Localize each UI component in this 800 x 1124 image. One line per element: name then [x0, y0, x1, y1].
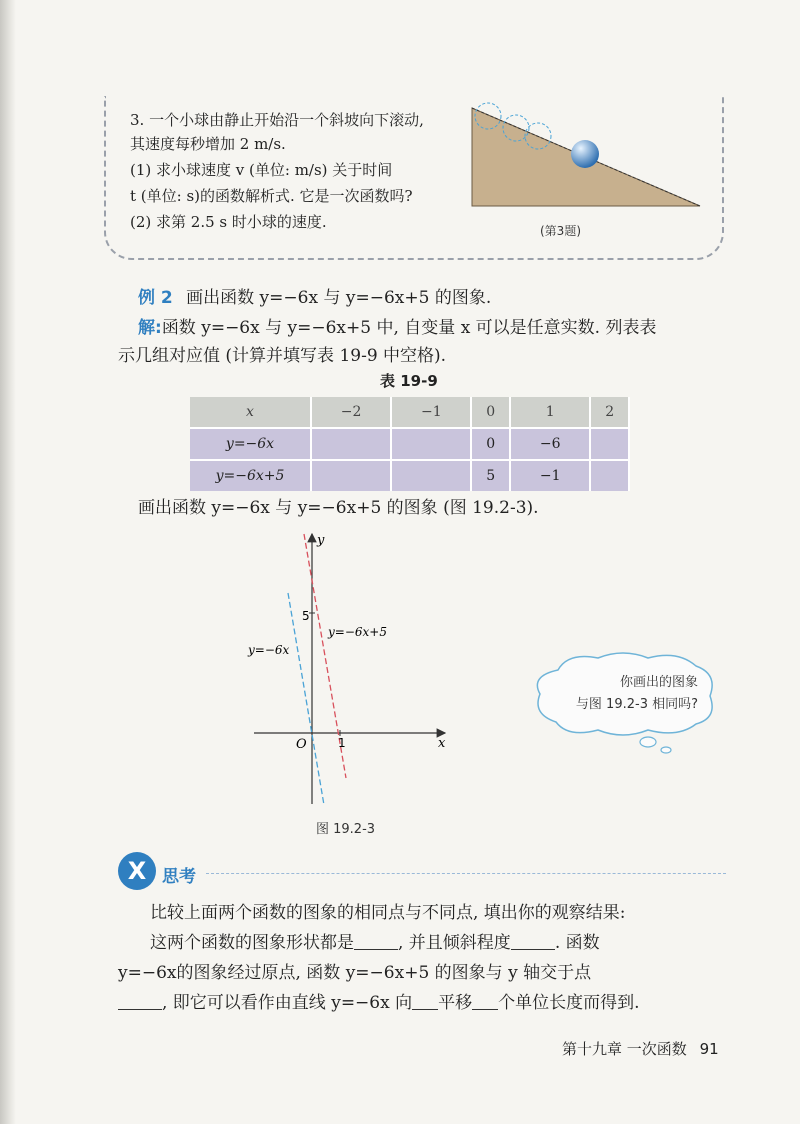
think-icon: X [118, 852, 156, 890]
y-axis-label: y [317, 533, 325, 548]
think-text: 平移 [438, 993, 473, 1013]
solution-line-2: 示几组对应值 (计算并填写表 19-9 中空格). [118, 346, 447, 366]
table-cell [391, 428, 471, 460]
solution-text-1: 函数 y=−6x 与 y=−6x+5 中, 自变量 x 可以是任意实数. 列表表 [161, 318, 657, 338]
think-paragraph-4 [118, 988, 718, 1018]
think-divider [206, 873, 726, 874]
table-header-cell: 0 [471, 397, 510, 428]
think-text: 个单位长度而得到. [498, 993, 640, 1013]
x-tick-label: 1 [338, 736, 346, 750]
function-graph [240, 528, 460, 813]
exercise-3-line1: 3. 一个小球由静止开始沿一个斜坡向下滚动, [130, 111, 424, 129]
answer-blank-5[interactable] [472, 991, 498, 1010]
example-2-statement [138, 284, 491, 312]
table-title: 表 19-9 [380, 372, 438, 390]
table-cell [311, 460, 391, 491]
think-paragraph-2 [150, 928, 750, 958]
think-paragraph-1: 比较上面两个函数的图象的相同点与不同点, 填出你的观察结果: [150, 903, 626, 923]
table-header-cell: −2 [311, 397, 391, 428]
table-header-row [190, 397, 629, 428]
origin-label: O [296, 737, 307, 752]
page-footer [562, 1038, 719, 1059]
answer-blank-4[interactable] [412, 991, 438, 1010]
chapter-title: 第十九章 一次函数 [562, 1040, 687, 1058]
table-row-label: y=−6x [190, 428, 311, 460]
example-text: 画出函数 y=−6x 与 y=−6x+5 的图象. [186, 288, 492, 308]
solution-label: 解: [138, 318, 162, 338]
think-paragraph-3: y=−6x的图象经过原点, 函数 y=−6x+5 的图象与 y 轴交于点 [118, 963, 592, 983]
exercise-3-line4: t (单位: s)的函数解析式. 它是一次函数吗? [130, 187, 413, 205]
exercise-3-line3: (1) 求小球速度 v (单位: m/s) 关于时间 [130, 161, 393, 179]
table-cell [590, 428, 629, 460]
book-spine-shadow [0, 0, 16, 1124]
table-19-9 [190, 397, 630, 491]
table-header-cell: 2 [590, 397, 629, 428]
table-header-cell: 1 [510, 397, 590, 428]
figure-3-caption: (第3题) [540, 224, 581, 238]
answer-blank-3[interactable] [118, 991, 162, 1010]
table-cell: 0 [471, 428, 510, 460]
think-text: . 函数 [554, 933, 600, 953]
table-cell: −6 [510, 428, 590, 460]
answer-blank-1[interactable] [354, 931, 398, 950]
table-cell [311, 428, 391, 460]
think-text: 这两个函数的图象形状都是 [150, 933, 354, 953]
answer-blank-2[interactable] [511, 931, 555, 950]
think-title: 思考 [162, 867, 196, 887]
exercise-3-line5: (2) 求第 2.5 s 时小球的速度. [130, 213, 327, 231]
page-number: 91 [699, 1040, 719, 1058]
cloud-line-1: 你画出的图象 [619, 675, 698, 690]
line-y-neg6x [288, 593, 324, 805]
y-tick-label: 5 [302, 609, 310, 623]
cloud-text [556, 672, 698, 716]
table-header-label: x [190, 397, 311, 428]
solution-line-1 [138, 314, 657, 342]
example-label: 例 2 [138, 288, 173, 308]
think-text: , 并且倾斜程度 [398, 933, 511, 953]
x-axis-label: x [438, 736, 446, 751]
line-2-label: y=−6x+5 [328, 625, 387, 639]
table-row [190, 428, 629, 460]
graph-caption: 图 19.2-3 [316, 822, 376, 837]
table-row [190, 460, 629, 491]
cloud-line-2: 与图 19.2-3 相同吗? [575, 697, 698, 712]
table-cell: −1 [510, 460, 590, 491]
exercise-3-line2: 其速度每秒增加 2 m/s. [130, 135, 286, 153]
line-1-label: y=−6x [248, 643, 290, 657]
graph-intro: 画出函数 y=−6x 与 y=−6x+5 的图象 (图 19.2-3). [138, 498, 539, 518]
slope-ball-figure [468, 102, 708, 214]
table-cell [391, 460, 471, 491]
ball [571, 140, 599, 168]
table-cell: 5 [471, 460, 510, 491]
table-row-label: y=−6x+5 [190, 460, 311, 491]
table-header-cell: −1 [391, 397, 471, 428]
think-text: , 即它可以看作由直线 y=−6x 向 [162, 993, 413, 1013]
table-cell [590, 460, 629, 491]
